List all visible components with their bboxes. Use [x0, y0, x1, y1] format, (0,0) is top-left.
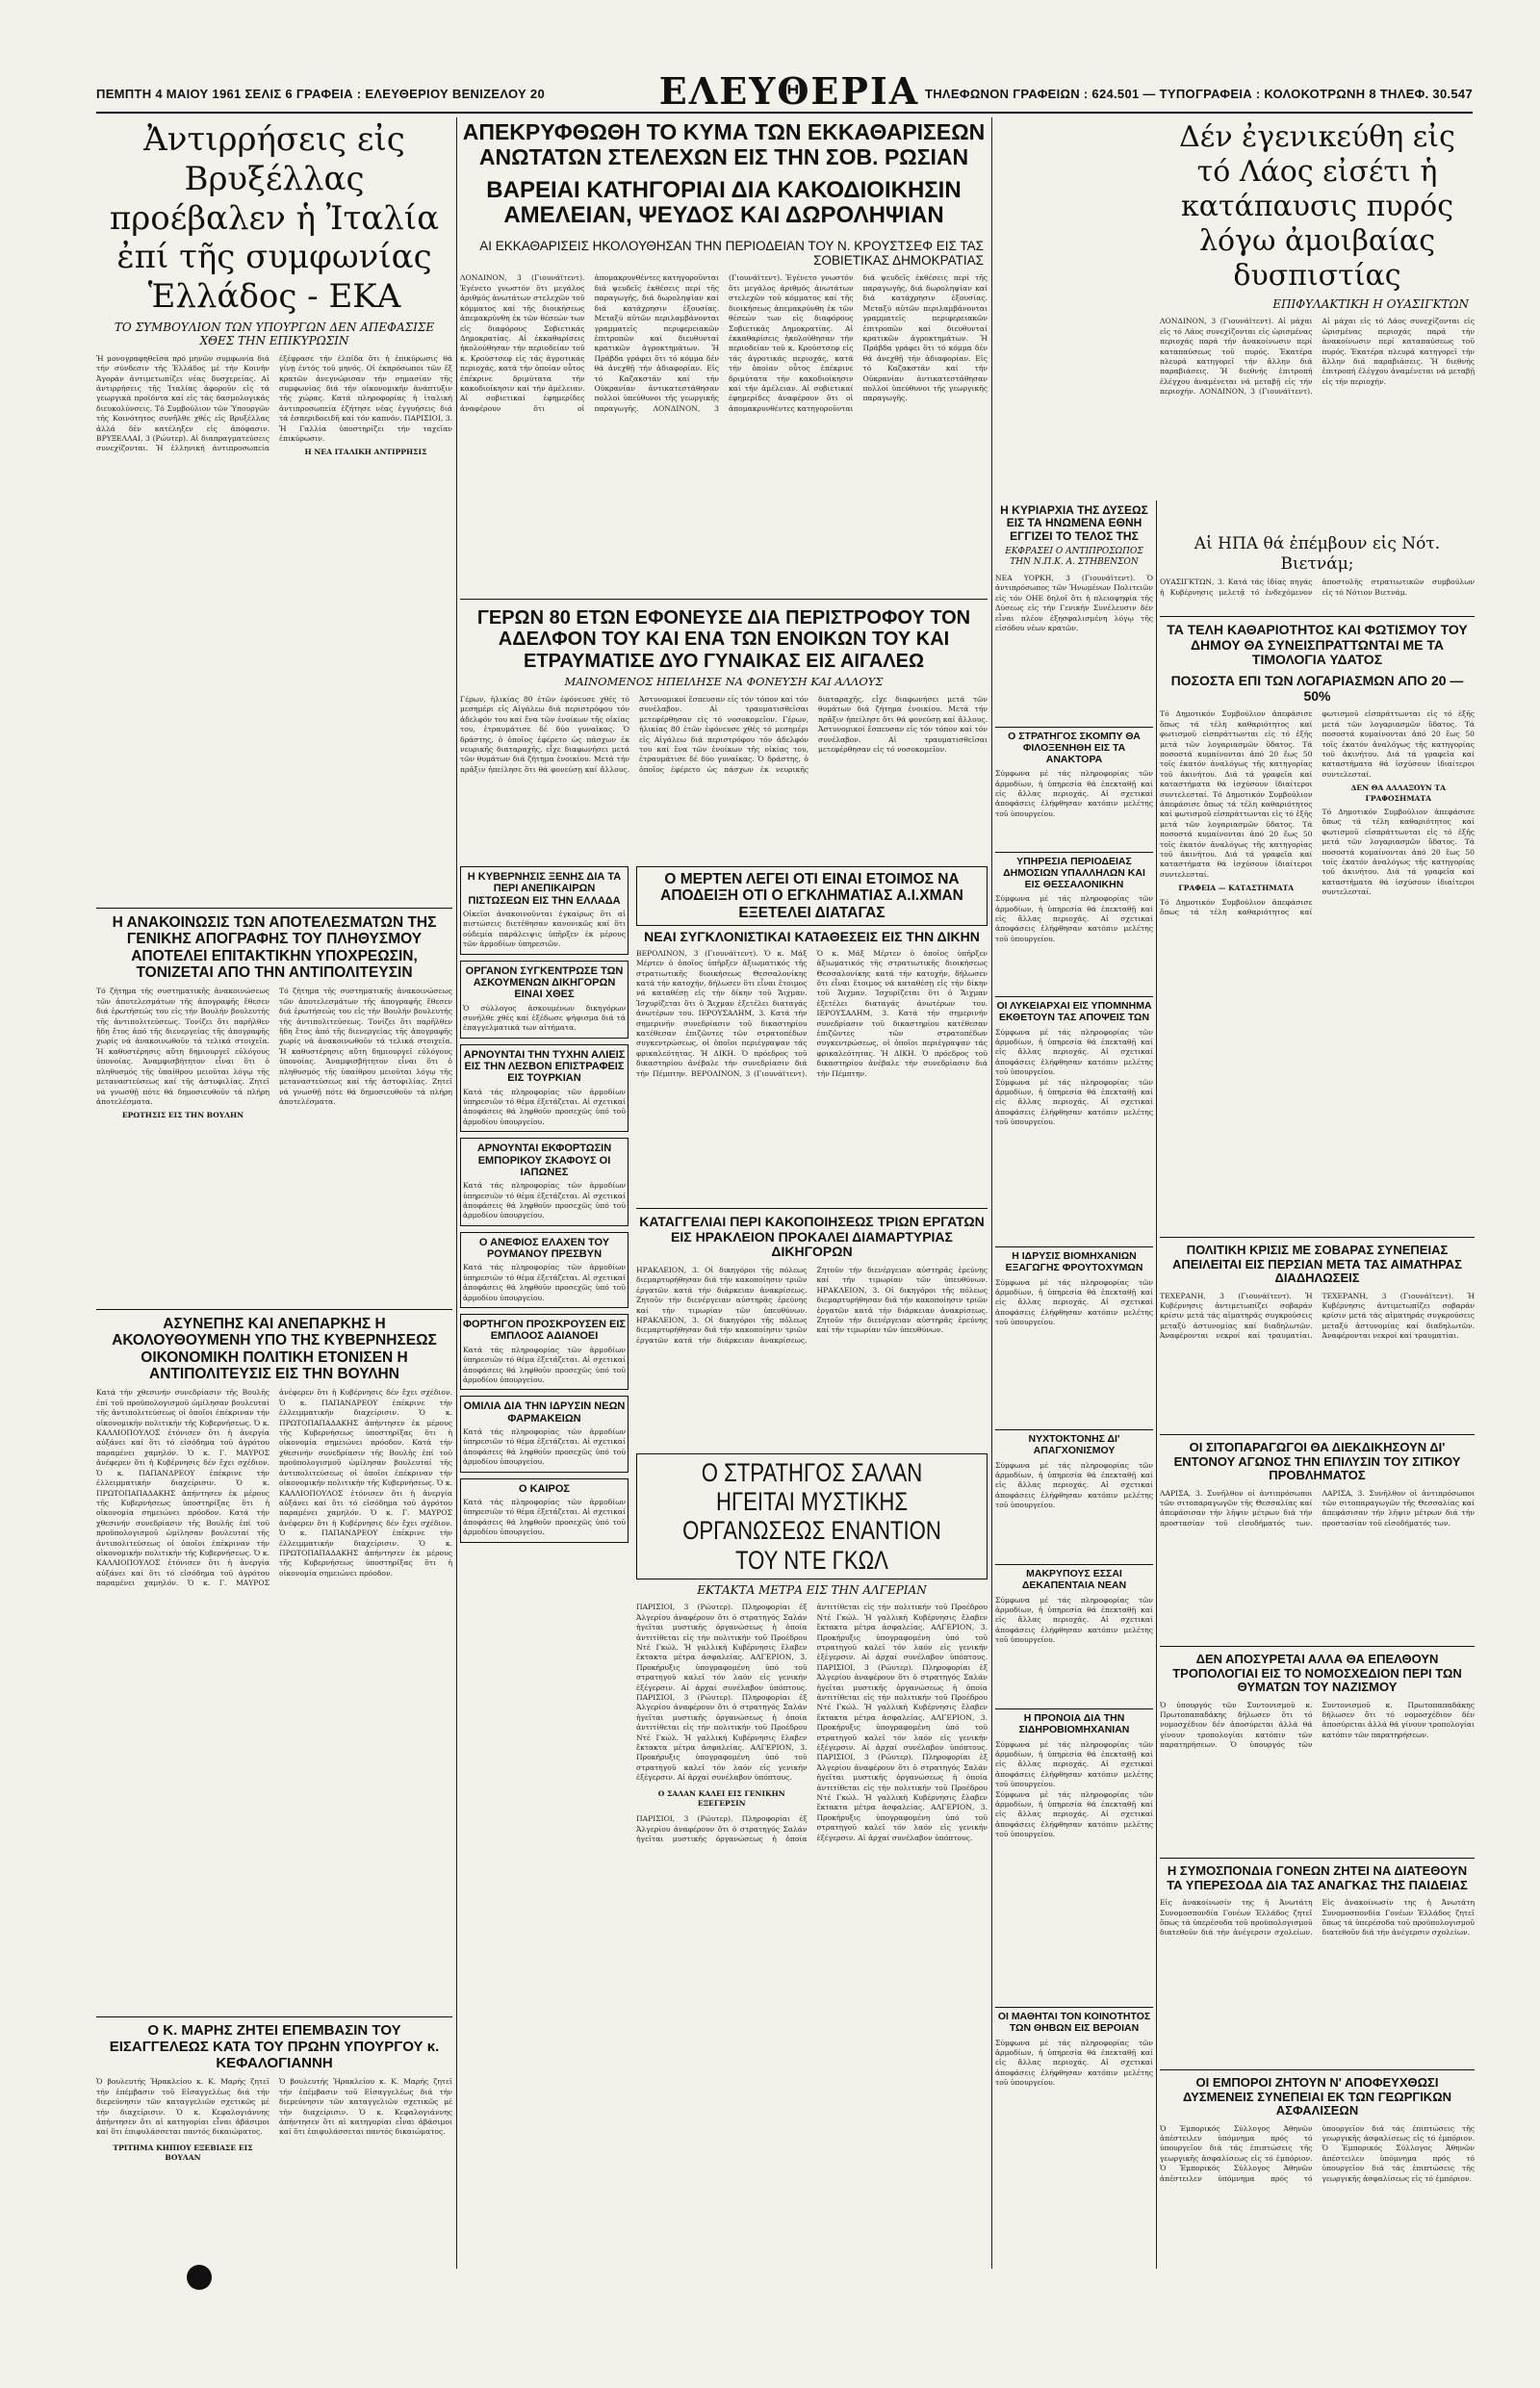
article-text: Γέρων, ἡλικίας 80 ἐτῶν ἐφόνευσε χθές τό μεσημέρι εἰς Αἰγάλεω διά περιστρόφου τόν ἀδελφόν του καί ἕνα τῶν ἐνοίκων τῆς οἰκίας του, ἐτραυμάτισε δέ δύο γυναῖκας. Ὁ δράστης, ὁ ὁποῖος ἐφέρετο ὡς πάσχων ἐκ νευρικῆς διαταραχῆς, εἶχε διαφωνήσει μετά τῶν θυμάτων διά ζήτημα ἐνοικίου. Μετά τήν πρᾶξιν ἠπείλησε ὅτι θά φονεύσῃ καί ἄλλους. Ἀστυνομικοί ἔσπευσαν εἰς τόν τόπον καί τόν συνέλαβον. Αἱ τραυματισθεῖσαι μετεφέρθησαν εἰς τό νοσοκομεῖον. [460, 694, 808, 774]
article-wheat-producers [1160, 1434, 1475, 1642]
short-news-column [460, 866, 629, 2387]
headline: Ο ΜΕΡΤΕΝ ΛΕΓΕΙ ΟΤΙ ΕΙΝΑΙ ΕΤΟΙΜΟΣ ΝΑ ΑΠΟΔΕΙΞΗ ΟΤΙ Ο ΕΓΚΛΗΜΑΤΙΑΣ Α.Ι.ΧΜΑΝ ΕΞΕΤΕΛΕΙ ΔΙΑΤΑΓΑΣ [660, 871, 963, 921]
article-body [1160, 1701, 1475, 1845]
article-body [1160, 1292, 1475, 1417]
article-text: Τό Δημοτικόν Συμβούλιον ἀπεφάσισε ὅπως τά τέλη καθαριότητος καί φωτισμοῦ εἰσπράττωνται εἰς τό ἑξῆς μετά τῶν λογαριασμῶν ὕδατος. Τά ποσοστά κυμαίνονται ἀπό 20 ἕως 50 τοῖς ἑκατόν ἀναλόγως τῆς κατηγορίας τοῦ ἀκινήτου. Διά τά γραφεῖα καί καταστήματα θά ἰσχύσουν ἰδιαίτεροι συντελεσταί. [1322, 808, 1475, 897]
headline: ΔΕΝ ΑΠΟΣΥΡΕΤΑΙ ΑΛΛΑ ΘΑ ΕΠΕΛΘΟΥΝ ΤΡΟΠΟΛΟΓΙΑΙ ΕΙΣ ΤΟ ΝΟΜΟΣΧΕΔΙΟΝ ΠΕΡΙ ΤΩΝ ΘΥΜΑΤΩΝ ΤΟΥ ΝΑΖΙΣΜΟΥ [1172, 1652, 1462, 1695]
article-hanging [995, 1429, 1153, 1555]
short-text: Ὁ σύλλογος ἀσκουμένων δικηγόρων συνῆλθε χθές καί ἐξέδωσε ψήφισμα διά τά ἐπαγγελματικά των αἰτήματα. [463, 1003, 626, 1033]
column-divider [1156, 501, 1157, 2269]
article-heraklion-workers [636, 1208, 988, 1450]
headline: ΟΙ ΕΜΠΟΡΟΙ ΖΗΤΟΥΝ Ν' ΑΠΟΦΕΥΧΘΩΣΙ ΔΥΣΜΕΝΕΙΣ ΣΥΝΕΠΕΙΑΙ ΕΚ ΤΩΝ ΓΕΩΡΓΙΚΩΝ ΑΣΦΑΛΙΣΕΩΝ [1182, 2075, 1452, 2118]
article-juice-industry [995, 1246, 1153, 1421]
article-body [1160, 578, 1475, 611]
article-body [1160, 2124, 1475, 2375]
article-economic-policy [96, 1309, 452, 2013]
article-text: ΛΟΝΔΙΝΟΝ, 3 (Γιουνάϊτεντ). Αἱ μάχαι εἰς τό Λάος συνεχίζονται εἰς ὡρισμένας περιοχάς παρά τήν ἀνακοίνωσιν περί καταπαύσεως τοῦ πυρός. Ἑκατέρα πλευρά κατηγορεῖ τήν ἄλλην διά παραβιάσεις. Ἡ διεθνής ἐπιτροπή ἐλέγχου ἀναμένεται νά μεταβῇ εἰς τήν περιοχήν. [1160, 317, 1313, 397]
article-text: Τό ζήτημα τῆς συστηματικῆς ἀνακοινώσεως τῶν ἀποτελεσμάτων τῆς ἀπογραφῆς ἔθεσεν διά ἐρωτήσεώς του εἰς τήν Βουλήν βουλευτής τῆς ἀντιπολιτεύσεως. Τονίζει ὅτι παρῆλθεν ἤδη ἔτος ἀπό τῆς διενεργείας τῆς ἀπογραφῆς χωρίς νά ἀνακοινωθοῦν τά τελικά στοιχεῖα. Ἡ καθυστέρησις αὕτη δημιουργεῖ εὐλόγους ὑπονοίας. Ἀναμφισβήτητον εἶναι ὅτι ὁ πληθυσμός τῆς ὑπαίθρου μειοῦται λόγῳ τῆς μεταναστεύσεως καί τῆς ἀστυφιλίας. Ζητεῖ νά γνωσθῇ πότε θά δημοσιευθοῦν τά πλήρη ἀποτελέσματα. [96, 987, 270, 1106]
article-text: Ὁ βουλευτής Ἡρακλείου κ. Κ. Μαρής ζητεῖ τήν ἐπέμβασιν τοῦ Εἰσαγγελέως διά τήν διερεύνησιν τῶν καταγγελιῶν σχετικῶς μέ τήν διαχείρισιν. Ὁ κ. Κεφαλογιάννης ἀπήντησεν ὅτι αἱ κατηγορίαι εἶναι ἀβάσιμοι καί ὅτι ἐπιφυλάσσεται παντός δικαιώματος. [279, 2077, 452, 2137]
article-italy-eec [96, 120, 452, 736]
article-text: ΠΑΡΙΣΙΟΙ, 3 (Ρώυτερ). Πληροφορίαι ἐξ Ἀλγερίου ἀναφέρουν ὅτι ὁ στρατηγός Σαλάν ἡγεῖται μυστικῆς ὀργανώσεως ἡ ὁποία ἀντιτίθεται εἰς τήν πολιτικήν τοῦ Προέδρου Ντέ Γκώλ. Ἡ γαλλική Κυβέρνησις ἔλαβεν ἔκτακτα μέτρα ἀσφαλείας. ΑΛΓΕΡΙΟΝ, 3. Προκήρυξις ὑπογραφομένη ὑπό τοῦ στρατηγοῦ καλεῖ τόν λαόν εἰς γενικήν ἐξέγερσιν. Αἱ ἀρχαί συνέλαβον ὑπόπτους. [816, 1753, 988, 1842]
headline: ΑΣΥΝΕΠΗΣ ΚΑΙ ΑΝΕΠΑΡΚΗΣ Η ΑΚΟΛΟΥΘΟΥΜΕΝΗ ΥΠΟ ΤΗΣ ΚΥΒΕΡΝΗΣΕΩΣ ΟΙΚΟΝΟΜΙΚΗ ΠΟΛΙΤΙΚΗ ΕΤΟΝΙΣΕΝ Η ΑΝΤΙΠΟΛΙΤΕΥΣΙΣ ΕΙΣ ΤΗΝ ΒΟΥΛΗΝ [112, 1316, 437, 1383]
short-headline: Ο ΚΑΙΡΟΣ [518, 1482, 571, 1495]
subheadline: ΜΑΙΝΟΜΕΝΟΣ ΗΠΕΙΛΗΣΕ ΝΑ ΦΟΝΕΥΣΗ ΚΑΙ ΑΛΛΟΥΣ [564, 675, 884, 689]
short-text: Κατά τάς πληροφορίας τῶν ἁρμοδίων ὑπηρεσιῶν τό θέμα ἐξετάζεται. Αἱ σχετικαί ἀποφάσεις θά ληφθοῦν προσεχῶς ὑπό τοῦ ἁρμοδίου ὑπουργείου. [463, 1087, 626, 1126]
short-text: Κατά τάς πληροφορίας τῶν ἁρμοδίων ὑπηρεσιῶν τό θέμα ἐξετάζεται. Αἱ σχετικαί ἀποφάσεις θά ληφθοῦν προσεχῶς ὑπό τοῦ ἁρμοδίου ὑπουργείου. [463, 1345, 626, 1384]
headline: Δέν ἐγενικεύθη εἰς τό Λάος εἰσέτι ἡ κατάπαυσις πυρός λόγω ἀμοιβαίας δυσπιστίας [1179, 120, 1455, 293]
section-kicker: ΕΡΩΤΗΣΙΣ ΕΙΣ ΤΗΝ ΒΟΥΛΗΝ [121, 1111, 244, 1120]
article-body [1160, 709, 1475, 1210]
article-text: Ὁ βουλευτής Ἡρακλείου κ. Κ. Μαρής ζητεῖ τήν ἐπέμβασιν τοῦ Εἰσαγγελέως διά τήν διερεύνησιν τῶν καταγγελιῶν σχετικῶς μέ τήν διαχείρισιν. Ὁ κ. Κεφαλογιάννης ἀπήντησεν ὅτι αἱ κατηγορίαι εἶναι ἀβάσιμοι καί ὅτι ἐπιφυλάσσεται παντός δικαιώματος. [96, 2077, 270, 2137]
short-news-item [460, 1138, 629, 1226]
article-missing-girl [995, 1564, 1153, 1700]
short-news-item [460, 1232, 629, 1308]
article-text: Εἰς ἀνακοίνωσίν της ἡ Ἀνωτάτη Συνομοσπονδία Γονέων Ἑλλάδος ζητεῖ ὅπως τά ὑπερέσοδα τοῦ προϋπολογισμοῦ διατεθοῦν διά τήν ἀνέγερσιν σχολείων. [1160, 1898, 1313, 1938]
short-news-item [460, 1314, 629, 1390]
article-text: Σύμφωνα μέ τάς πληροφορίας τῶν ἁρμοδίων, ἡ ὑπηρεσία θά ἐπεκταθῇ καί εἰς ἄλλας περιοχάς. Αἱ σχετικαί ἀποφάσεις ἐλήφθησαν κατόπιν μελέτης τοῦ ὑπουργείου. [995, 894, 1153, 943]
article-text: Εἰς ἀνακοίνωσίν της ἡ Ἀνωτάτη Συνομοσπονδία Γονέων Ἑλλάδος ζητεῖ ὅπως τά ὑπερέσοδα τοῦ προϋπολογισμοῦ διατεθοῦν διά τήν ἀνέγερσιν σχολείων. [1322, 1898, 1475, 1938]
article-census [96, 908, 452, 1342]
article-text: Ὁ Ἐμπορικός Σύλλογος Ἀθηνῶν ἀπέστειλεν ὑπόμνημα πρός τό ὑπουργεῖον διά τάς ἐπιπτώσεις τῆς γεωργικῆς ἀσφαλίσεως εἰς τό ἐμπόριον. [1160, 2123, 1313, 2163]
headline: ΟΙ ΣΙΤΟΠΑΡΑΓΩΓΟΙ ΘΑ ΔΙΕΚΔΙΚΗΣΟΥΝ ΔΙ' ΕΝΤΟΝΟΥ ΑΓΩΝΟΣ ΤΗΝ ΕΠΙΛΥΣΙΝ ΤΟΥ ΣΙΤΙΚΟΥ ΠΡΟΒΛΗΜΑΤΟΣ [1173, 1440, 1461, 1483]
article-salan [636, 1453, 988, 2387]
headline [639, 1458, 985, 1575]
article-text: ΛΟΝΔΙΝΟΝ, 3 (Γιουνάϊτεντ). Ἐγένετο γνωστόν ὅτι μεγάλος ἀριθμός ἀνωτάτων στελεχῶν τοῦ κόμματος καί τῆς διοικήσεως ἀπεμακρύνθη ἐκ τῶν θέσεών των εἰς διαφόρους Σοβιετικάς Δημοκρατίας. Αἱ ἐκκαθαρίσεις ἠκολούθησαν τήν περιοδείαν τοῦ κ. Κρούστσεφ εἰς τάς ἀγροτικάς περιοχάς, κατά τήν ὁποίαν οὗτος ἐπέκρινε δριμύτατα τήν κακοδιοίκησιν καί τήν ἀμέλειαν. Αἱ σοβιετικαί ἐφημερίδες ἀναφέρουν ὅτι οἱ ἀπομακρυνθέντες κατηγοροῦνται διά ψευδεῖς ἐκθέσεις περί τῆς παραγωγῆς, διά δωροληψίαν καί διά κατάχρησιν ἐξουσίας. Μεταξύ αὐτῶν περιλαμβάνονται γραμματεῖς περιφερειακῶν ἐπιτροπῶν καί διευθυνταί κρατικῶν ἀγροκτημάτων. Ἡ Πράβδα γράφει ὅτι τό κόμμα δέν θά ἀνεχθῇ τήν ἀδιαφορίαν. Εἰς τό Καζακστάν καί τήν Οὐκρανίαν ἀντικατεστάθησαν πολλοί ὑπεύθυνοι τῆς γεωργικῆς παραγωγῆς. [653, 273, 988, 413]
article-text: Κατά τήν χθεσινήν συνεδρίασιν τῆς Βουλῆς ἐπί τοῦ προϋπολογισμοῦ ὡμίλησαν βουλευταί τῆς ἀντιπολιτεύσεως οἱ ὁποῖοι ἐπέκριναν τήν οἰκονομικήν πολιτικήν τῆς Κυβερνήσεως. Ὁ κ. ΚΑΛΛΙΟΠΟΥΛΟΣ ἐτόνισεν ὅτι ἡ ἀνεργία αὐξάνει καί ὅτι τό εἰσόδημα τοῦ ἀγρότου παραμένει χαμηλόν. Ὁ κ. Γ. ΜΑΥΡΟΣ ἀνέφερεν ὅτι ἡ Κυβέρνησις δέν ἔχει σχέδιον. Ὁ κ. ΠΑΠΑΝΔΡΕΟΥ ἐπέκρινε τήν ἐλλειμματικήν διαχείρισιν. Ὁ κ. ΠΡΩΤΟΠΑΠΑΔΑΚΗΣ ἀπήντησεν ἐκ μέρους τῆς Κυβερνήσεως ὑποστηρίξας ὅτι ἡ οἰκονομία σημειώνει πρόοδον. [96, 1388, 452, 1588]
article-text: Σύμφωνα μέ τάς πληροφορίας τῶν ἁρμοδίων, ἡ ὑπηρεσία θά ἐπεκταθῇ καί εἰς ἄλλας περιοχάς. Αἱ σχετικαί ἀποφάσεις ἐλήφθησαν κατόπιν μελέτης τοῦ ὑπουργείου. [995, 1277, 1153, 1327]
subheadline: ΤΟ ΣΥΜΒΟΥΛΙΟΝ ΤΩΝ ΥΠΟΥΡΓΩΝ ΔΕΝ ΑΠΕΦΑΣΙΣΕ ΧΘΕΣ ΤΗΝ ΕΠΙΚΥΡΩΣΙΝ [114, 320, 435, 348]
short-text: Κατά τάς πληροφορίας τῶν ἁρμοδίων ὑπηρεσιῶν τό θέμα ἐξετάζεται. Αἱ σχετικαί ἀποφάσεις θά ληφθοῦν προσεχῶς ὑπό τοῦ ἁρμοδίου ὑπουργείου. [463, 1426, 626, 1467]
short-headline: ΦΟΡΤΗΓΟΝ ΠΡΟΣΚΡΟΥΣΕΝ ΕΙΣ ΕΜΠΛΟΟΣ ΑΔΙΑΝΟΕΙ [463, 1319, 626, 1343]
article-text: ΠΑΡΙΣΙΟΙ, 3 (Ρώυτερ). Πληροφορίαι ἐξ Ἀλγερίου ἀναφέρουν ὅτι ὁ στρατηγός Σαλάν ἡγεῖται μυστικῆς ὀργανώσεως ἡ ὁποία ἀντιτίθεται εἰς τήν πολιτικήν τοῦ Προέδρου Ντέ Γκώλ. Ἡ γαλλική Κυβέρνησις ἔλαβεν ἔκτακτα μέτρα ἀσφαλείας. ΑΛΓΕΡΙΟΝ, 3. Προκήρυξις ὑπογραφομένη ὑπό τοῦ στρατηγοῦ καλεῖ τόν λαόν εἰς γενικήν ἐξέγερσιν. Αἱ ἀρχαί συνέλαβον ὑπόπτους. [636, 1692, 808, 1783]
article-text: ΛΟΝΔΙΝΟΝ, 3 (Γιουνάϊτεντ). Αἱ μάχαι εἰς τό Λάος συνεχίζονται εἰς ὡρισμένας περιοχάς παρά τήν ἀνακοίνωσιν περί καταπαύσεως τοῦ πυρός. Ἑκατέρα πλευρά κατηγορεῖ τήν ἄλλην διά παραβιάσεις. Ἡ διεθνής ἐπιτροπή ἐλέγχου ἀναμένεται νά μεταβῇ εἰς τήν περιοχήν. [1199, 317, 1475, 397]
article-parents-federation [1160, 1858, 1475, 2066]
article-eichmann [636, 866, 988, 1203]
article-text: Σύμφωνα μέ τάς πληροφορίας τῶν ἁρμοδίων, ἡ ὑπηρεσία θά ἐπεκταθῇ καί εἰς ἄλλας περιοχάς. Αἱ σχετικαί ἀποφάσεις ἐλήφθησαν κατόπιν μελέτης τοῦ ὑπουργείου. [995, 1460, 1153, 1510]
article-civil-servants [995, 852, 1153, 988]
article-text: Ὁ Ἐμπορικός Σύλλογος Ἀθηνῶν ἀπέστειλεν ὑπόμνημα πρός τό ὑπουργεῖον διά τάς ἐπιπτώσεις τῆς γεωργικῆς ἀσφαλίσεως εἰς τό ἐμπόριον. [1160, 2123, 1475, 2183]
headline: Η ΚΥΡΙΑΡΧΙΑ ΤΗΣ ΔΥΣΕΩΣ ΕΙΣ ΤΑ ΗΝΩΜΕΝΑ ΕΘΝΗ ΕΓΓΙΖΕΙ ΤΟ ΤΕΛΟΣ ΤΗΣ [1000, 503, 1148, 543]
subheadline: ΕΚΦΡΑΣΕΙ Ο ΑΝΤΙΠΡΟΣΩΠΟΣ ΤΗΝ Ν.Π.Κ. Α. ΣΤΗΒΕΝΣΟΝ [1005, 547, 1143, 568]
article-body [636, 949, 988, 1203]
short-headline: Ο ΑΝΕΦΙΟΣ ΕΛΑΧΕΝ ΤΟΥ ΡΟΥΜΑΝΟΥ ΠΡΕΣΒΥΝ [478, 1236, 610, 1261]
article-aigaleo-murder [460, 599, 988, 860]
article-text: Τό Δημοτικόν Συμβούλιον ἀπεφάσισε ὅπως τά τέλη καθαριότητος καί φωτισμοῦ εἰσπράττωνται εἰς τό ἑξῆς μετά τῶν λογαριασμῶν ὕδατος. Τά ποσοστά κυμαίνονται ἀπό 20 ἕως 50 τοῖς ἑκατόν ἀναλόγως τῆς κατηγορίας τοῦ ἀκινήτου. Διά τά γραφεῖα καί καταστήματα θά ἰσχύσουν ἰδιαίτεροι συντελεσταί. [1160, 709, 1475, 917]
article-body [460, 273, 988, 562]
article-text: Ὁ ὑπουργός τῶν Συντονισμοῦ κ. Πρωτοπαπαδάκης δήλωσεν ὅτι τό νομοσχέδιον δέν ἀποσύρεται ἀλλά θά γίνουν τροπολογίαι κατόπιν τῶν παρατηρήσεων. [1160, 1700, 1313, 1750]
article-lyceum-heads [995, 996, 1153, 1238]
article-body [636, 1603, 988, 2387]
article-text: ΒΕΡΟΛΙΝΟΝ, 3 (Γιουνάϊτεντ). Ὁ κ. Μάξ Μέρτεν ὁ ὁποῖος ὑπῆρξεν ἀξιωματικός τῆς στρατιωτικῆς διοικήσεως Θεσσαλονίκης κατά τήν κατοχήν, δήλωσεν ὅτι εἶναι ἕτοιμος νά καταθέσῃ εἰς τήν δίκην τοῦ Ἄιχμαν. Ἰσχυρίζεται ὅτι ὁ Ἄιχμαν ἐξετέλει διαταγάς ἀνωτέρων του. ΙΕΡΟΥΣΑΛΗΜ, 3. Κατά τήν σημερινήν συνεδρίασιν τοῦ δικαστηρίου κατέθεσαν ἐπιζῶντες τῶν στρατοπέδων συγκεντρώσεως, οἱ ὁποῖοι περιέγραψαν τάς φρικαλεότητας. Ἡ ΔΙΚΗ. Ὁ πρόεδρος τοῦ δικαστηρίου ἀνέβαλε τήν συνεδρίασιν διά τήν Πέμπτην. [691, 948, 988, 1078]
headline: ΑΠΕΚΡΥΦΘΩΘΗ ΤΟ ΚΥΜΑ ΤΩΝ ΕΚΚΑΘΑΡΙΣΕΩΝ ΑΝΩΤΑΤΩΝ ΣΤΕΛΕΧΩΝ ΕΙΣ ΤΗΝ ΣΟΒ. ΡΩΣΙΑΝ [462, 120, 986, 169]
masthead [96, 69, 1473, 114]
article-soviet-purges [460, 120, 988, 602]
newspaper-title: ΕΛΕΥΘΕΡΙΑ [658, 69, 920, 113]
article-text: ΗΡΑΚΛΕΙΟΝ, 3. Οἱ δικηγόροι τῆς πόλεως διεμαρτυρήθησαν διά τήν κακοποίησιν τριῶν ἐργατῶν κατά τήν διάρκειαν ἀνακρίσεως. Ζητοῦν τήν διενέργειαν αὐστηρᾶς ἐρεύνης καί τήν τιμωρίαν τῶν ὑπευθύνων. [636, 1266, 988, 1345]
article-text: Τό ζήτημα τῆς συστηματικῆς ἀνακοινώσεως τῶν ἀποτελεσμάτων τῆς ἀπογραφῆς ἔθεσεν διά ἐρωτήσεώς του εἰς τήν Βουλήν βουλευτής τῆς ἀντιπολιτεύσεως. Τονίζει ὅτι παρῆλθεν ἤδη ἔτος ἀπό τῆς διενεργείας τῆς ἀπογραφῆς χωρίς νά ἀνακοινωθοῦν τά τελικά στοιχεῖα. Ἡ καθυστέρησις αὕτη δημιουργεῖ εὐλόγους ὑπονοίας. Ἀναμφισβήτητον εἶναι ὅτι ὁ πληθυσμός τῆς ὑπαίθρου μειοῦται λόγῳ τῆς μεταναστεύσεως καί τῆς ἀστυφιλίας. Ζητεῖ νά γνωσθῇ πότε θά δημοσιευθοῦν τά πλήρη ἀποτελέσματα. [279, 987, 452, 1106]
short-headline: Η ΚΥΒΕΡΝΗΣΙΣ ΞΕΝΗΣ ΔΙΑ ΤΑ ΠΕΡΙ ΑΝΕΠΙΚΑΙΡΩΝ ΠΙΣΤΩΣΕΩΝ ΕΙΣ ΤΗΝ ΕΛΛΑΔΑ [467, 871, 622, 907]
article-nazism-victims-bill [1160, 1646, 1475, 1854]
article-un-west [995, 501, 1153, 722]
headline: Η ΠΡΟΝΟΙΑ ΔΙΑ ΤΗΝ ΣΙΔΗΡΟΒΙΟΜΗΧΑΝΙΑΝ [1018, 1712, 1130, 1735]
article-text: Σύμφωνα μέ τάς πληροφορίας τῶν ἁρμοδίων, ἡ ὑπηρεσία θά ἐπεκταθῇ καί εἰς ἄλλας περιοχάς. Αἱ σχετικαί ἀποφάσεις ἐλήφθησαν κατόπιν μελέτης τοῦ ὑπουργείου. [995, 2038, 1153, 2088]
headline: ΟΙ ΛΥΚΕΙΑΡΧΑΙ ΕΙΣ ΥΠΟΜΝΗΜΑ ΕΚΘΕΤΟΥΝ ΤΑΣ ΑΠΟΨΕΙΣ ΤΩΝ [996, 1000, 1152, 1023]
short-news-item [460, 1044, 629, 1133]
article-body [96, 2077, 452, 2366]
article-text: Σύμφωνα μέ τάς πληροφορίας τῶν ἁρμοδίων, ἡ ὑπηρεσία θά ἐπεκταθῇ καί εἰς ἄλλας περιοχάς. Αἱ σχετικαί ἀποφάσεις ἐλήφθησαν κατόπιν μελέτης τοῦ ὑπουργείου. [995, 1739, 1153, 1789]
headline: ΟΙ ΜΑΘΗΤΑΙ ΤΟΝ ΚΟΙΝΟΤΗΤΟΣ ΤΩΝ ΘΗΒΩΝ ΕΙΣ ΒΕΡΟΙΑΝ [997, 2011, 1151, 2034]
article-municipal-fees [1160, 616, 1475, 1233]
ink-blot [187, 2265, 212, 2290]
short-headline: ΟΡΓΑΝΟΝ ΣΥΓΚΕΝΤΡΩΣΕ ΤΩΝ ΑΣΚΟΥΜΕΝΩΝ ΔΙΚΗΓΟΡΩΝ ΕΙΝΑΙ ΧΘΕΣ [465, 964, 624, 1001]
headline: Η ΣΥΜΟΣΠΟΝΔΙΑ ΓΟΝΕΩΝ ΖΗΤΕΙ ΝΑ ΔΙΑΤΕΘΟΥΝ ΤΑ ΥΠΕΡΕΣΟΔΑ ΔΙΑ ΤΑΣ ΑΝΑΓΚΑΣ ΤΗΣ ΠΑΙΔΕΙΑΣ [1167, 1863, 1468, 1892]
column-divider [456, 117, 457, 2269]
headline: Η ΙΔΡΥΣΙΣ ΒΙΟΜΗΧΑΝΙΩΝ ΕΞΑΓΩΓΗΣ ΦΡΟΥΤΟΧΥΜΩΝ [1005, 1250, 1143, 1273]
article-text: ΠΑΡΙΣΙΟΙ, 3 (Ρώυτερ). Πληροφορίαι ἐξ Ἀλγερίου ἀναφέρουν ὅτι ὁ στρατηγός Σαλάν ἡγεῖται μυστικῆς ὀργανώσεως ἡ ὁποία ἀντιτίθεται εἰς τήν πολιτικήν τοῦ Προέδρου Ντέ Γκώλ. Ἡ γαλλική Κυβέρνησις ἔλαβεν ἔκτακτα μέτρα ἀσφαλείας. ΑΛΓΕΡΙΟΝ, 3. Προκήρυξις ὑπογραφομένη ὑπό τοῦ στρατηγοῦ καλεῖ τόν λαόν εἰς γενικήν ἐξέγερσιν. Αἱ ἀρχαί συνέλαβον ὑπόπτους. [816, 1662, 988, 1753]
article-body [1160, 1898, 1475, 2042]
short-headline: ΑΡΝΟΥΝΤΑΙ ΤΗΝ ΤΥΧΗΝ ΑΛΙΕΙΣ ΕΙΣ ΤΗΝ ΛΕΣΒΟΝ ΕΠΙΣΤΡΑΦΕΙΣ ΕΙΣ ΤΟΥΡΚΙΑΝ [463, 1048, 626, 1085]
article-text: ΠΑΡΙΣΙΟΙ, 3 (Ρώυτερ). Πληροφορίαι ἐξ Ἀλγερίου ἀναφέρουν ὅτι ὁ στρατηγός Σαλάν ἡγεῖται μυστικῆς ὀργανώσεως ἡ ὁποία ἀντιτίθεται εἰς τήν πολιτικήν τοῦ Προέδρου Ντέ Γκώλ. Ἡ γαλλική Κυβέρνησις ἔλαβεν ἔκτακτα μέτρα ἀσφαλείας. ΑΛΓΕΡΙΟΝ, 3. Προκήρυξις ὑπογραφομένη ὑπό τοῦ στρατηγοῦ καλεῖ τόν λαόν εἰς γενικήν ἐξέγερσιν. Αἱ ἀρχαί συνέλαβον ὑπόπτους. [636, 1603, 808, 1692]
article-text: Ἡ μονογραφηθεῖσα πρό μηνῶν συμφωνία διά τήν σύνδεσιν τῆς Ἑλλάδος μέ τήν Κοινήν Ἀγοράν ἀντιμετωπίζει νέας δυσχερείας. Αἱ ἀντιρρήσεις τῆς Ἰταλίας ἀφοροῦν εἰς τά γεωργικά προϊόντα καί εἰς τάς δασμολογικάς διευκολύνσεις. Τό Συμβούλιον τῶν Ὑπουργῶν τῆς Κοινότητος συνῆλθε χθές εἰς Βρυξέλλας ἀλλά δέν κατέληξεν εἰς ἀπόφασιν. ΒΡΥΞΕΛΛΑΙ, 3 (Ρώυτερ). Αἱ διαπραγματεύσεις συνεχίζονται. Ἡ ἑλληνική ἀντιπροσωπεία ἐξέφρασε τήν ἐλπίδα ὅτι ἡ ἐπικύρωσις θά γίνῃ ἐντός τοῦ μηνός. Οἱ ἐκπρόσωποι τῶν ἕξ κρατῶν ἀνεγνώρισαν τήν σημασίαν τῆς συμφωνίας διά τήν οἰκονομικήν ἀνάπτυξιν τῆς χώρας. Κατά πληροφορίας ἡ ἰταλική ἀντιπροσωπεία ἐζήτησε νέας ἐγγυήσεις διά τά ἐσπεριδοειδῆ καί τόν καπνόν. ΠΑΡΙΣΙΟΙ, 3. Ἡ Γαλλία ὑποστηρίζει τήν ταχεῖαν ἐπικύρωσιν. [96, 353, 452, 453]
headline: ΝΥΧΤΟΚΤΟΝΗΣ ΔΙ' ΑΠΑΓΧΟΝΙΣΜΟΥ [1028, 1433, 1120, 1456]
article-text: Σύμφωνα μέ τάς πληροφορίας τῶν ἁρμοδίων, ἡ ὑπηρεσία θά ἐπεκταθῇ καί εἰς ἄλλας περιοχάς. Αἱ σχετικαί ἀποφάσεις ἐλήφθησαν κατόπιν μελέτης τοῦ ὑπουργείου. [995, 1595, 1153, 1645]
article-body [96, 354, 452, 736]
short-headline: ΑΡΝΟΥΝΤΑΙ ΕΚΦΟΡΤΩΣΙΝ ΕΜΠΟΡΙΚΟΥ ΣΚΑΦΟΥΣ ΟΙ ΙΑΠΩΝΕΣ [476, 1143, 612, 1178]
article-text: Κατά τήν χθεσινήν συνεδρίασιν τῆς Βουλῆς ἐπί τοῦ προϋπολογισμοῦ ὡμίλησαν βουλευταί τῆς ἀντιπολιτεύσεως οἱ ὁποῖοι ἐπέκριναν τήν οἰκονομικήν πολιτικήν τῆς Κυβερνήσεως. Ὁ κ. ΚΑΛΛΙΟΠΟΥΛΟΣ ἐτόνισεν ὅτι ἡ ἀνεργία αὐξάνει καί ὅτι τό εἰσόδημα τοῦ ἀγρότου παραμένει χαμηλόν. Ὁ κ. Γ. ΜΑΥΡΟΣ ἀνέφερεν ὅτι ἡ Κυβέρνησις δέν ἔχει σχέδιον. Ὁ κ. ΠΑΠΑΝΔΡΕΟΥ ἐπέκρινε τήν ἐλλειμματικήν διαχείρισιν. Ὁ κ. ΠΡΩΤΟΠΑΠΑΔΑΚΗΣ ἀπήντησεν ἐκ μέρους τῆς Κυβερνήσεως ὑποστηρίξας ὅτι ἡ οἰκονομία σημειώνει πρόοδον. [96, 1388, 270, 1518]
headline: ΚΑΤΑΓΓΕΛΙΑΙ ΠΕΡΙ ΚΑΚΟΠΟΙΗΣΕΩΣ ΤΡΙΩΝ ΕΡΓΑΤΩΝ ΕΙΣ ΗΡΑΚΛΕΙΟΝ ΠΡΟΚΑΛΕΙ ΔΙΑΜΑΡΤΥΡΙΑΣ ΔΙΚΗΓΟΡΩΝ [639, 1214, 985, 1260]
short-news-item [460, 866, 629, 955]
article-text: ΠΑΡΙΣΙΟΙ, 3 (Ρώυτερ). Πληροφορίαι ἐξ Ἀλγερίου ἀναφέρουν ὅτι ὁ στρατηγός Σαλάν ἡγεῖται μυστικῆς ὀργανώσεως ἡ ὁποία ἀντιτίθεται εἰς τήν πολιτικήν τοῦ Προέδρου Ντέ Γκώλ. Ἡ γαλλική Κυβέρνησις ἔλαβεν ἔκτακτα μέτρα ἀσφαλείας. ΑΛΓΕΡΙΟΝ, 3. Προκήρυξις ὑπογραφομένη ὑπό τοῦ στρατηγοῦ καλεῖ τόν λαόν εἰς γενικήν ἐξέγερσιν. Αἱ ἀρχαί συνέλαβον ὑπόπτους. [636, 1603, 988, 1844]
article-text: ΟΥΑΣΙΓΚΤΩΝ, 3. Κατά τάς ἰδίας πηγάς ἡ Κυβέρνησις μελετᾷ τό ἐνδεχόμενον ἀποστολῆς στρατιωτικῶν συμβούλων εἰς τό Νότιον Βιετνάμ. [1160, 578, 1475, 597]
article-maris [96, 2016, 452, 2388]
short-news-item [460, 1478, 629, 1543]
short-text: Κατά τάς πληροφορίας τῶν ἁρμοδίων ὑπηρεσιῶν τό θέμα ἐξετάζεται. Αἱ σχετικαί ἀποφάσεις θά ληφθοῦν προσεχῶς ὑπό τοῦ ἁρμοδίου ὑπουργείου. [463, 1497, 626, 1537]
article-body [1160, 317, 1475, 528]
article-text: ΤΕΧΕΡΑΝΗ, 3 (Γιουνάϊτεντ). Ἡ Κυβέρνησις ἀντιμετωπίζει σοβαράν κρίσιν μετά τάς αἱματηράς συγκρούσεις μεταξύ ἀστυνομίας καί διαδηλωτῶν. Ἀναφέρονται νεκροί καί τραυματίαι. [1160, 1291, 1313, 1341]
headline-box [636, 1453, 988, 1579]
short-news-item [460, 961, 629, 1039]
subheadline: ΕΚΤΑΚΤΑ ΜΕΤΡΑ ΕΙΣ ΤΗΝ ΑΛΓΕΡΙΑΝ [697, 1582, 927, 1597]
article-text: ΛΑΡΙΣΑ, 3. Συνῆλθον οἱ ἀντιπρόσωποι τῶν σιτοπαραγωγῶν τῆς Θεσσαλίας καί ἀπεφάσισαν τήν λῆψιν μέτρων διά τήν προστασίαν τοῦ εἰσοδήματός των. [1160, 1488, 1313, 1528]
article-persia [1160, 1237, 1475, 1430]
section-kicker: ΔΕΝ ΘΑ ΑΛΛΑΞΟΥΝ ΤΑ ΓΡΑΦΟΣΗΜΑΤΑ [1350, 783, 1446, 803]
headline: Ο Κ. ΜΑΡΗΣ ΖΗΤΕΙ ΕΠΕΜΒΑΣΙΝ ΤΟΥ ΕΙΣΑΓΓΕΛΕΩΣ ΚΑΤΑ ΤΟΥ ΠΡΩΗΝ ΥΠΟΥΡΓΟΥ κ. ΚΕΦΑΛΟΓΙΑΝΝΗ [109, 2022, 440, 2071]
article-merchants-insurance [1160, 2069, 1475, 2388]
headline-2: Αἱ ΗΠΑ θά ἐπέμβουν εἰς Νότ. Βιετνάμ; [1194, 534, 1441, 574]
subheadline: ΕΠΙΦΥΛΑΚΤΙΚΗ Η ΟΥΑΣΙΓΚΤΩΝ [1272, 297, 1469, 311]
article-body [1160, 1489, 1475, 1633]
headline: ΜΑΚΡΥΠΟΥΣ ΕΣΣΑΙ ΔΕΚΑΠΕΝΤΑΙΑ ΝΕΑΝ [1021, 1568, 1127, 1591]
article-laos [1160, 120, 1475, 611]
article-scobie [995, 727, 1153, 843]
article-text: Κατά τήν χθεσινήν συνεδρίασιν τῆς Βουλῆς ἐπί τοῦ προϋπολογισμοῦ ὡμίλησαν βουλευταί τῆς ἀντιπολιτεύσεως οἱ ὁποῖοι ἐπέκριναν τήν οἰκονομικήν πολιτικήν τῆς Κυβερνήσεως. Ὁ κ. ΚΑΛΛΙΟΠΟΥΛΟΣ ἐτόνισεν ὅτι ἡ ἀνεργία αὐξάνει καί ὅτι τό εἰσόδημα τοῦ ἀγρότου παραμένει χαμηλόν. Ὁ κ. Γ. ΜΑΥΡΟΣ ἀνέφερεν ὅτι ἡ Κυβέρνησις δέν ἔχει σχέδιον. Ὁ κ. ΠΑΠΑΝΔΡΕΟΥ ἐπέκρινε τήν ἐλλειμματικήν διαχείρισιν. Ὁ κ. ΠΡΩΤΟΠΑΠΑΔΑΚΗΣ ἀπήντησεν ἐκ μέρους τῆς Κυβερνήσεως ὑποστηρίξας ὅτι ἡ οἰκονομία σημειώνει πρόοδον. [279, 1438, 452, 1578]
headline: Ἀντιρρήσεις εἰς Βρυξέλλας προέβαλεν ἡ Ἰταλία ἐπί τῆς συμφωνίας Ἑλλάδος - ΕΚΑ [109, 120, 440, 317]
article-text: ΝΕΑ ΥΟΡΚΗ, 3 (Γιουνάϊτεντ). Ὁ ἀντιπρόσωπος τῶν Ἡνωμένων Πολιτειῶν εἰς τόν ΟΗΕ δηλοῖ ὅτι ἡ πλειοψηφία τῆς Δύσεως εἰς τήν Γενικήν Συνέλευσιν δέν εἶναι πλέον ἐξησφαλισμένη λόγῳ τῆς εἰσόδου νέων κρατῶν. [995, 573, 1153, 632]
article-text: ΤΕΧΕΡΑΝΗ, 3 (Γιουνάϊτεντ). Ἡ Κυβέρνησις ἀντιμετωπίζει σοβαράν κρίσιν μετά τάς αἱματηράς συγκρούσεις μεταξύ ἀστυνομίας καί διαδηλωτῶν. Ἀναφέρονται νεκροί καί τραυματίαι. [1322, 1291, 1475, 1341]
article-text: Σύμφωνα μέ τάς πληροφορίας τῶν ἁρμοδίων, ἡ ὑπηρεσία θά ἐπεκταθῇ καί εἰς ἄλλας περιοχάς. Αἱ σχετικαί ἀποφάσεις ἐλήφθησαν κατόπιν μελέτης τοῦ ὑπουργείου. [995, 769, 1153, 818]
headline: ΤΑ ΤΕΛΗ ΚΑΘΑΡΙΟΤΗΤΟΣ ΚΑΙ ΦΩΤΙΣΜΟΥ ΤΟΥ ΔΗΜΟΥ ΘΑ ΣΥΝΕΙΣΠΡΑΤΤΩΝΤΑΙ ΜΕ ΤΑ ΤΙΜΟΛΟΓΙΑ ΥΔΑΤΟΣ [1167, 622, 1468, 668]
section-kicker: ΤΡΙΤΗΜΑ ΚΗΠΙΟΥ ΕΞΕΒΙΑΣΕ ΕΙΣ ΒΟΥΛΑΝ [113, 2143, 253, 2163]
article-text: ΛΑΡΙΣΑ, 3. Συνῆλθον οἱ ἀντιπρόσωποι τῶν σιτοπαραγωγῶν τῆς Θεσσαλίας καί ἀπεφάσισαν τήν λῆψιν μέτρων διά τήν προστασίαν τοῦ εἰσοδήματός των. [1322, 1488, 1475, 1528]
article-text: ΗΡΑΚΛΕΙΟΝ, 3. Οἱ δικηγόροι τῆς πόλεως διεμαρτυρήθησαν διά τήν κακοποίησιν τριῶν ἐργατῶν κατά τήν διάρκειαν ἀνακρίσεως. Ζητοῦν τήν διενέργειαν αὐστηρᾶς ἐρεύνης καί τήν τιμωρίαν τῶν ὑπευθύνων. [816, 1285, 988, 1335]
article-steel-industry [995, 1708, 1153, 1998]
article-body [460, 695, 988, 859]
article-text: ΗΡΑΚΛΕΙΟΝ, 3. Οἱ δικηγόροι τῆς πόλεως διεμαρτυρήθησαν διά τήν κακοποίησιν τριῶν ἐργατῶν κατά τήν διάρκειαν ἀνακρίσεως. Ζητοῦν τήν διενέργειαν αὐστηρᾶς ἐρεύνης καί τήν τιμωρίαν τῶν ὑπευθύνων. [636, 1266, 808, 1315]
section-kicker: ΓΡΑΦΕΙΑ — ΚΑΤΑΣΤΗΜΑΤΑ [1178, 884, 1295, 893]
subheadline: ΠΟΣΟΣΤΑ ΕΠΙ ΤΩΝ ΛΟΓΑΡΙΑΣΜΩΝ ΑΠΟ 20 — 50% [1170, 673, 1464, 704]
subheadline: ΑΙ ΕΚΚΑΘΑΡΙΣΕΙΣ ΗΚΟΛΟΥΘΗΣΑΝ ΤΗΝ ΠΕΡΙΟΔΕΙΑΝ ΤΟΥ Ν. ΚΡΟΥΣΤΣΕΦ ΕΙΣ ΤΑΣ ΣΟΒΙΕΤΙΚΑΣ ΔΗΜΟΚΡΑΤΙΑΣ [479, 239, 984, 269]
section-kicker: Ο ΣΑΛΑΝ ΚΑΛΕΙ ΕΙΣ ΓΕΝΙΚΗΝ ΕΞΕΓΕΡΣΙΝ [657, 1788, 785, 1809]
short-text: Κατά τάς πληροφορίας τῶν ἁρμοδίων ὑπηρεσιῶν τό θέμα ἐξετάζεται. Αἱ σχετικαί ἀποφάσεις θά ληφθοῦν προσεχῶς ὑπό τοῦ ἁρμοδίου ὑπουργείου. [463, 1181, 626, 1220]
article-text: Σύμφωνα μέ τάς πληροφορίας τῶν ἁρμοδίων, ἡ ὑπηρεσία θά ἐπεκταθῇ καί εἰς ἄλλας περιοχάς. Αἱ σχετικαί ἀποφάσεις ἐλήφθησαν κατόπιν μελέτης τοῦ ὑπουργείου. [995, 1789, 1153, 1839]
article-text: Ὁ ὑπουργός τῶν Συντονισμοῦ κ. Πρωτοπαπαδάκης δήλωσεν ὅτι τό νομοσχέδιον δέν ἀποσύρεται ἀλλά θά γίνουν τροπολογίαι κατόπιν τῶν παρατηρήσεων. [1230, 1700, 1475, 1750]
headline: ΠΟΛΙΤΙΚΗ ΚΡΙΣΙΣ ΜΕ ΣΟΒΑΡΑΣ ΣΥΝΕΠΕΙΑΣ ΑΠΕΙΛΕΙΤΑΙ ΕΙΣ ΠΕΡΣΙΑΝ ΜΕΤΑ ΤΑΣ ΑΙΜΑΤΗΡΑΣ ΔΙΑΔΗΛΩΣΕΙΣ [1172, 1243, 1462, 1286]
short-text: Κατά τάς πληροφορίας τῶν ἁρμοδίων ὑπηρεσιῶν τό θέμα ἐξετάζεται. Αἱ σχετικαί ἀποφάσεις θά ληφθοῦν προσεχῶς ὑπό τοῦ ἁρμοδίου ὑπουργείου. [463, 1263, 626, 1302]
article-text: Τό Δημοτικόν Συμβούλιον ἀπεφάσισε ὅπως τά τέλη καθαριότητος καί φωτισμοῦ εἰσπράττωνται εἰς τό ἑξῆς μετά τῶν λογαριασμῶν ὕδατος. Τά ποσοστά κυμαίνονται ἀπό 20 ἕως 50 τοῖς ἑκατόν ἀναλόγως τῆς κατηγορίας τοῦ ἀκινήτου. Διά τά γραφεῖα καί καταστήματα θά ἰσχύσουν ἰδιαίτεροι συντελεσταί. [1160, 789, 1313, 879]
masthead-date-line: ΠΕΜΠΤΗ 4 ΜΑΙΟΥ 1961 ΣΕΛΙΣ 6 ΓΡΑΦΕΙΑ : ΕΛΕΥΘΕΡΙΟΥ ΒΕΝΙΖΕΛΟΥ 20 [96, 87, 545, 101]
headline-2: ΝΕΑΙ ΣΥΓΚΛΟΝΙΣΤΙΚΑΙ ΚΑΤΑΘΕΣΕΙΣ ΕΙΣ ΤΗΝ ΔΙΚΗΝ [644, 929, 980, 945]
article-text: Τό Δημοτικόν Συμβούλιον ἀπεφάσισε ὅπως τά τέλη καθαριότητος καί φωτισμοῦ εἰσπράττωνται εἰς τό ἑξῆς μετά τῶν λογαριασμῶν ὕδατος. Τά ποσοστά κυμαίνονται ἀπό 20 ἕως 50 τοῖς ἑκατόν ἀναλόγως τῆς κατηγορίας τοῦ ἀκινήτου. Διά τά γραφεῖα καί καταστήματα θά ἰσχύσουν ἰδιαίτεροι συντελεσταί. [1160, 709, 1313, 799]
article-text: Σύμφωνα μέ τάς πληροφορίας τῶν ἁρμοδίων, ἡ ὑπηρεσία θά ἐπεκταθῇ καί εἰς ἄλλας περιοχάς. Αἱ σχετικαί ἀποφάσεις ἐλήφθησαν κατόπιν μελέτης τοῦ ὑπουργείου. [995, 1077, 1153, 1127]
article-body [96, 987, 452, 1314]
headline: ΥΠΗΡΕΣΙΑ ΠΕΡΙΟΔΕΙΑΣ ΔΗΜΟΣΙΩΝ ΥΠΑΛΛΗΛΩΝ ΚΑΙ ΕΙΣ ΘΕΣΣΑΛΟΝΙΚΗΝ [1003, 856, 1145, 890]
headline-text: Ο ΣΤΡΑΤΗΓΟΣ ΣΑΛΑΝ ΗΓΕΙΤΑΙ ΜΥΣΤΙΚΗΣ ΟΡΓΑΝΩΣΕΩΣ ΕΝΑΝΤΙΟΝ ΤΟΥ ΝΤΕ ΓΚΩΛ [682, 1458, 941, 1575]
article-body [636, 1266, 988, 1439]
article-thebes-students [995, 2007, 1153, 2268]
article-body [96, 1388, 452, 1985]
section-kicker: Η ΝΕΑ ΙΤΑΛΙΚΗ ΑΝΤΙΡΡΗΣΙΣ [304, 448, 427, 457]
headline: ΓΕΡΩΝ 80 ΕΤΩΝ ΕΦΟΝΕΥΣΕ ΔΙΑ ΠΕΡΙΣΤΡΟΦΟΥ ΤΟΝ ΑΔΕΛΦΟΝ ΤΟΥ ΚΑΙ ΕΝΑ ΤΩΝ ΕΝΟΙΚΩΝ ΤΟΥ ΚΑΙ ΕΤΡΑΥΜΑΤΙΣΕ ΔΥΟ ΓΥΝΑΙΚΑΣ ΕΙΣ ΑΙΓΑΛΕΩ [476, 607, 971, 672]
article-text: Ὁ Ἐμπορικός Σύλλογος Ἀθηνῶν ἀπέστειλεν ὑπόμνημα πρός τό ὑπουργεῖον διά τάς ἐπιπτώσεις τῆς γεωργικῆς ἀσφαλίσεως εἰς τό ἐμπόριον. [1322, 2144, 1475, 2183]
article-text: ΒΕΡΟΛΙΝΟΝ, 3 (Γιουνάϊτεντ). Ὁ κ. Μάξ Μέρτεν ὁ ὁποῖος ὑπῆρξεν ἀξιωματικός τῆς στρατιωτικῆς διοικήσεως Θεσσαλονίκης κατά τήν κατοχήν, δήλωσεν ὅτι εἶναι ἕτοιμος νά καταθέσῃ εἰς τήν δίκην τοῦ Ἄιχμαν. Ἰσχυρίζεται ὅτι ὁ Ἄιχμαν ἐξετέλει διαταγάς ἀνωτέρων του. ΙΕΡΟΥΣΑΛΗΜ, 3. Κατά τήν σημερινήν συνεδρίασιν τοῦ δικαστηρίου κατέθεσαν ἐπιζῶντες τῶν στρατοπέδων συγκεντρώσεως, οἱ ὁποῖοι περιέγραψαν τάς φρικαλεότητας. Ἡ ΔΙΚΗ. Ὁ πρόεδρος τοῦ δικαστηρίου ἀνέβαλε τήν συνεδρίασιν διά τήν Πέμπτην. [636, 948, 808, 1078]
article-text: Σύμφωνα μέ τάς πληροφορίας τῶν ἁρμοδίων, ἡ ὑπηρεσία θά ἐπεκταθῇ καί εἰς ἄλλας περιοχάς. Αἱ σχετικαί ἀποφάσεις ἐλήφθησαν κατόπιν μελέτης τοῦ ὑπουργείου. [995, 1027, 1153, 1077]
short-headline: ΟΜΙΛΙΑ ΔΙΑ ΤΗΝ ΙΔΡΥΣΙΝ ΝΕΩΝ ΦΑΡΜΑΚΕΙΩΝ [463, 1400, 626, 1425]
masthead-phone-line: ΤΗΛΕΦΩΝΟΝ ΓΡΑΦΕΙΩΝ : 624.501 — ΤΥΠΟΓΡΑΦΕΙΑ : ΚΟΛΟΚΟΤΡΩΝΗ 8 ΤΗΛΕΦ. 30.547 [924, 87, 1473, 101]
short-text: Οἰκεῖοι ἀνακοινοῦνται ἐγκαίρως ὅτι αἱ πιστώσεις διετέθησαν κανονικῶς καί ὅτι οὐδεμία παράλειψις ὑπῆρξεν ἐκ μέρους τῶν ἁρμοδίων ὑπηρεσιῶν. [463, 909, 626, 949]
headline-2: ΒΑΡΕΙΑΙ ΚΑΤΗΓΟΡΙΑΙ ΔΙΑ ΚΑΚΟΔΙΟΙΚΗΣΙΝ ΑΜΕΛΕΙΑΝ, ΨΕΥΔΟΣ ΚΑΙ ΔΩΡΟΛΗΨΙΑΝ [486, 176, 962, 229]
headline: Η ΑΝΑΚΟΙΝΩΣΙΣ ΤΩΝ ΑΠΟΤΕΛΕΣΜΑΤΩΝ ΤΗΣ ΓΕΝΙΚΗΣ ΑΠΟΓΡΑΦΗΣ ΤΟΥ ΠΛΗΘΥΣΜΟΥ ΑΠΟΤΕΛΕΙ ΕΠΙΤΑΚΤΙΚΗΝ ΥΠΟΧΡΕΩΣΙΝ, ΤΟΝΙΖΕΤΑΙ ΑΠΟ ΤΗΝ ΑΝΤΙΠΟΛΙΤΕΥΣΙΝ [112, 914, 437, 982]
article-text: ΛΟΝΔΙΝΟΝ, 3 (Γιουνάϊτεντ). Ἐγένετο γνωστόν ὅτι μεγάλος ἀριθμός ἀνωτάτων στελεχῶν τοῦ κόμματος καί τῆς διοικήσεως ἀπεμακρύνθη ἐκ τῶν θέσεών των εἰς διαφόρους Σοβιετικάς Δημοκρατίας. Αἱ ἐκκαθαρίσεις ἠκολούθησαν τήν περιοδείαν τοῦ κ. Κρούστσεφ εἰς τάς ἀγροτικάς περιοχάς, κατά τήν ὁποίαν οὗτος ἐπέκρινε δριμύτατα τήν κακοδιοίκησιν καί τήν ἀμέλειαν. Αἱ σοβιετικαί ἐφημερίδες ἀναφέρουν ὅτι οἱ ἀπομακρυνθέντες κατηγοροῦνται διά ψευδεῖς ἐκθέσεις περί τῆς παραγωγῆς, διά δωροληψίαν καί διά κατάχρησιν ἐξουσίας. Μεταξύ αὐτῶν περιλαμβάνονται γραμματεῖς περιφερειακῶν ἐπιτροπῶν καί διευθυνταί κρατικῶν ἀγροκτημάτων. Ἡ Πράβδα γράφει ὅτι τό κόμμα δέν θά ἀνεχθῇ τήν ἀδιαφορίαν. Εἰς τό Καζακστάν καί τήν Οὐκρανίαν ἀντικατεστάθησαν πολλοί ὑπεύθυνοι τῆς γεωργικῆς παραγωγῆς. [460, 273, 719, 413]
headline: Ο ΣΤΡΑΤΗΓΟΣ ΣΚΟΜΠΥ ΘΑ ΦΙΛΟΞΕΝΗΘΗ ΕΙΣ ΤΑ ΑΝΑΚΤΟΡΑ [1008, 731, 1141, 765]
column-divider [991, 117, 992, 2269]
short-news-item [460, 1396, 629, 1472]
headline-box [636, 866, 988, 926]
article-text: Γέρων, ἡλικίας 80 ἐτῶν ἐφόνευσε χθές τό μεσημέρι εἰς Αἰγάλεω διά περιστρόφου τόν ἀδελφόν του καί ἕνα τῶν ἐνοίκων τῆς οἰκίας του, ἐτραυμάτισε δέ δύο γυναῖκας. Ὁ δράστης, ὁ ὁποῖος ἐφέρετο ὡς πάσχων ἐκ νευρικῆς διαταραχῆς, εἶχε διαφωνήσει μετά τῶν θυμάτων διά ζήτημα ἐνοικίου. Μετά τήν πρᾶξιν ἠπείλησε ὅτι θά φονεύσῃ καί ἄλλους. Ἀστυνομικοί ἔσπευσαν εἰς τόν τόπον καί τόν συνέλαβον. Αἱ τραυματισθεῖσαι μετεφέρθησαν εἰς τό νοσοκομεῖον. [639, 694, 988, 774]
